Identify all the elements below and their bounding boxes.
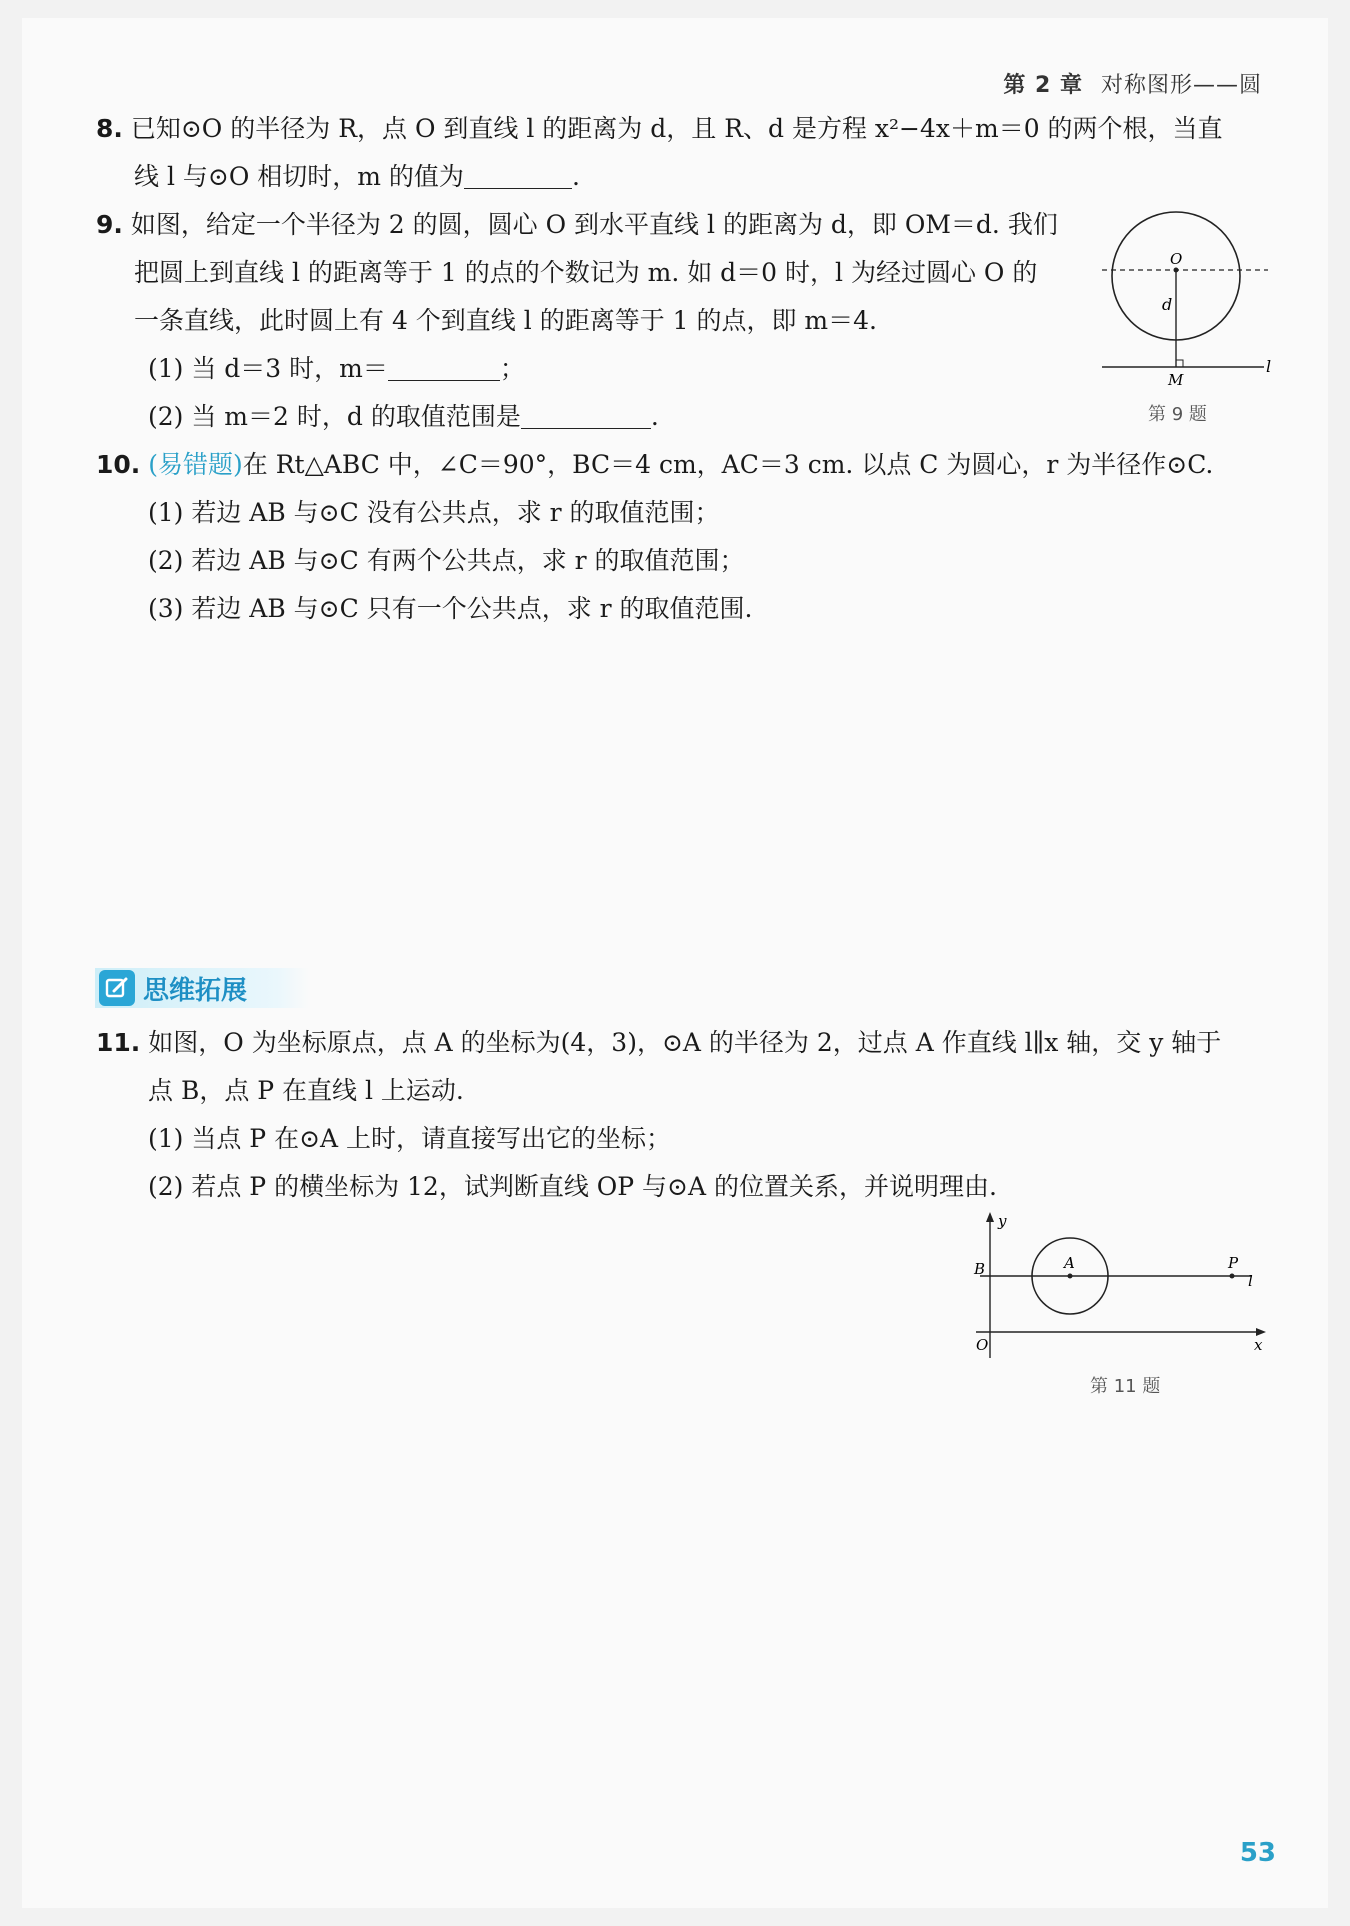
- q8-text-1: 已知⊙O 的半径为 R，点 O 到直线 l 的距离为 d，且 R、d 是方程 x²−4x＋m＝0 的两个根，当直: [130, 114, 1223, 143]
- q11-text-1: 如图，O 为坐标原点，点 A 的坐标为(4，3)，⊙A 的半径为 2，过点 A 作直线 l∥x 轴，交 y 轴于: [148, 1028, 1222, 1057]
- q10-line1: [96, 448, 1213, 482]
- q11-figure-caption: 第 11 题: [1090, 1376, 1161, 1397]
- q8-line2: [134, 160, 580, 194]
- q11-point-p: [1230, 1274, 1235, 1279]
- q9-sub1: [148, 352, 525, 386]
- q10-text-1: 在 Rt△ABC 中，∠C＝90°，BC＝4 cm，AC＝3 cm. 以点 C 为圆心，r 为半径作⊙C.: [242, 450, 1214, 479]
- q11-label-o: O: [976, 1336, 989, 1354]
- q9-label-m: M: [1168, 371, 1184, 389]
- q9-sub1-end: ；: [499, 354, 525, 383]
- q9-sub1-text: (1) 当 d＝3 时，m＝: [148, 354, 388, 383]
- q11-x-arrow: [1256, 1328, 1266, 1336]
- chapter-label: 第 2 章: [1003, 73, 1083, 98]
- page-header: [1003, 68, 1262, 99]
- q9-sub2: [148, 400, 659, 434]
- q11-line1: [96, 1026, 1221, 1060]
- q9-line3: 一条直线，此时圆上有 4 个到直线 l 的距离等于 1 的点，即 m＝4.: [134, 306, 877, 335]
- q9-sub2-text: (2) 当 m＝2 时，d 的取值范围是: [148, 402, 521, 431]
- q9-sub2-end: .: [650, 402, 659, 431]
- q8-text-2-end: .: [571, 162, 580, 191]
- q9-label-d: d: [1162, 295, 1173, 314]
- q10-sub1: (1) 若边 AB 与⊙C 没有公共点，求 r 的取值范围；: [148, 498, 720, 527]
- q11-number: 11.: [96, 1028, 141, 1057]
- q9-sub2-blank[interactable]: [521, 404, 651, 429]
- q11-point-a: [1068, 1274, 1073, 1279]
- q9-center-dot: [1174, 268, 1179, 273]
- pencil-note-icon: [99, 970, 135, 1006]
- section-header: [95, 966, 309, 1010]
- q8-text-2: 线 l 与⊙O 相切时，m 的值为: [134, 162, 464, 191]
- q9-line2: 把圆上到直线 l 的距离等于 1 的点的个数记为 m. 如 d＝0 时，l 为经过圆心 O 的: [134, 258, 1038, 287]
- section-title: 思维拓展: [143, 975, 248, 1006]
- q9-sub1-blank[interactable]: [388, 356, 500, 381]
- q11-sub1: (1) 当点 P 在⊙A 上时，请直接写出它的坐标；: [148, 1124, 672, 1153]
- q11-label-a: A: [1064, 1254, 1075, 1272]
- q11-y-arrow: [986, 1212, 994, 1222]
- q8-line1: [96, 112, 1223, 146]
- q10-tag: (易错题): [148, 450, 243, 479]
- q10-number: 10.: [96, 450, 141, 479]
- q9-label-o: O: [1170, 250, 1183, 268]
- q9-text-1: 如图，给定一个半径为 2 的圆，圆心 O 到水平直线 l 的距离为 d，即 OM＝d. 我们: [130, 210, 1058, 239]
- q11-label-l: l: [1248, 1272, 1253, 1290]
- page-number: 53: [1239, 1838, 1276, 1868]
- q11-label-p: P: [1228, 1254, 1239, 1272]
- section-bar: [95, 968, 309, 1008]
- q11-figure: [966, 1210, 1276, 1360]
- q8-number: 8.: [96, 114, 123, 143]
- q9-label-l: l: [1266, 357, 1272, 376]
- q9-number: 9.: [96, 210, 123, 239]
- q11-label-b: B: [974, 1260, 986, 1278]
- q11-sub2: (2) 若点 P 的横坐标为 12，试判断直线 OP 与⊙A 的位置关系，并说明理由.: [148, 1172, 997, 1201]
- q8-answer-blank[interactable]: [464, 164, 572, 189]
- q11-label-x: x: [1254, 1336, 1263, 1354]
- q11-label-y: y: [998, 1212, 1007, 1230]
- q10-sub3: (3) 若边 AB 与⊙C 只有一个公共点，求 r 的取值范围.: [148, 594, 753, 623]
- q9-right-angle: [1176, 360, 1183, 367]
- q11-line2: 点 B，点 P 在直线 l 上运动.: [148, 1076, 464, 1105]
- q9-figure: [1096, 200, 1276, 400]
- chapter-title: 对称图形——圆: [1100, 73, 1262, 98]
- q9-line1: [96, 208, 1058, 242]
- q9-figure-caption: 第 9 题: [1148, 404, 1207, 425]
- q10-sub2: (2) 若边 AB 与⊙C 有两个公共点，求 r 的取值范围；: [148, 546, 745, 575]
